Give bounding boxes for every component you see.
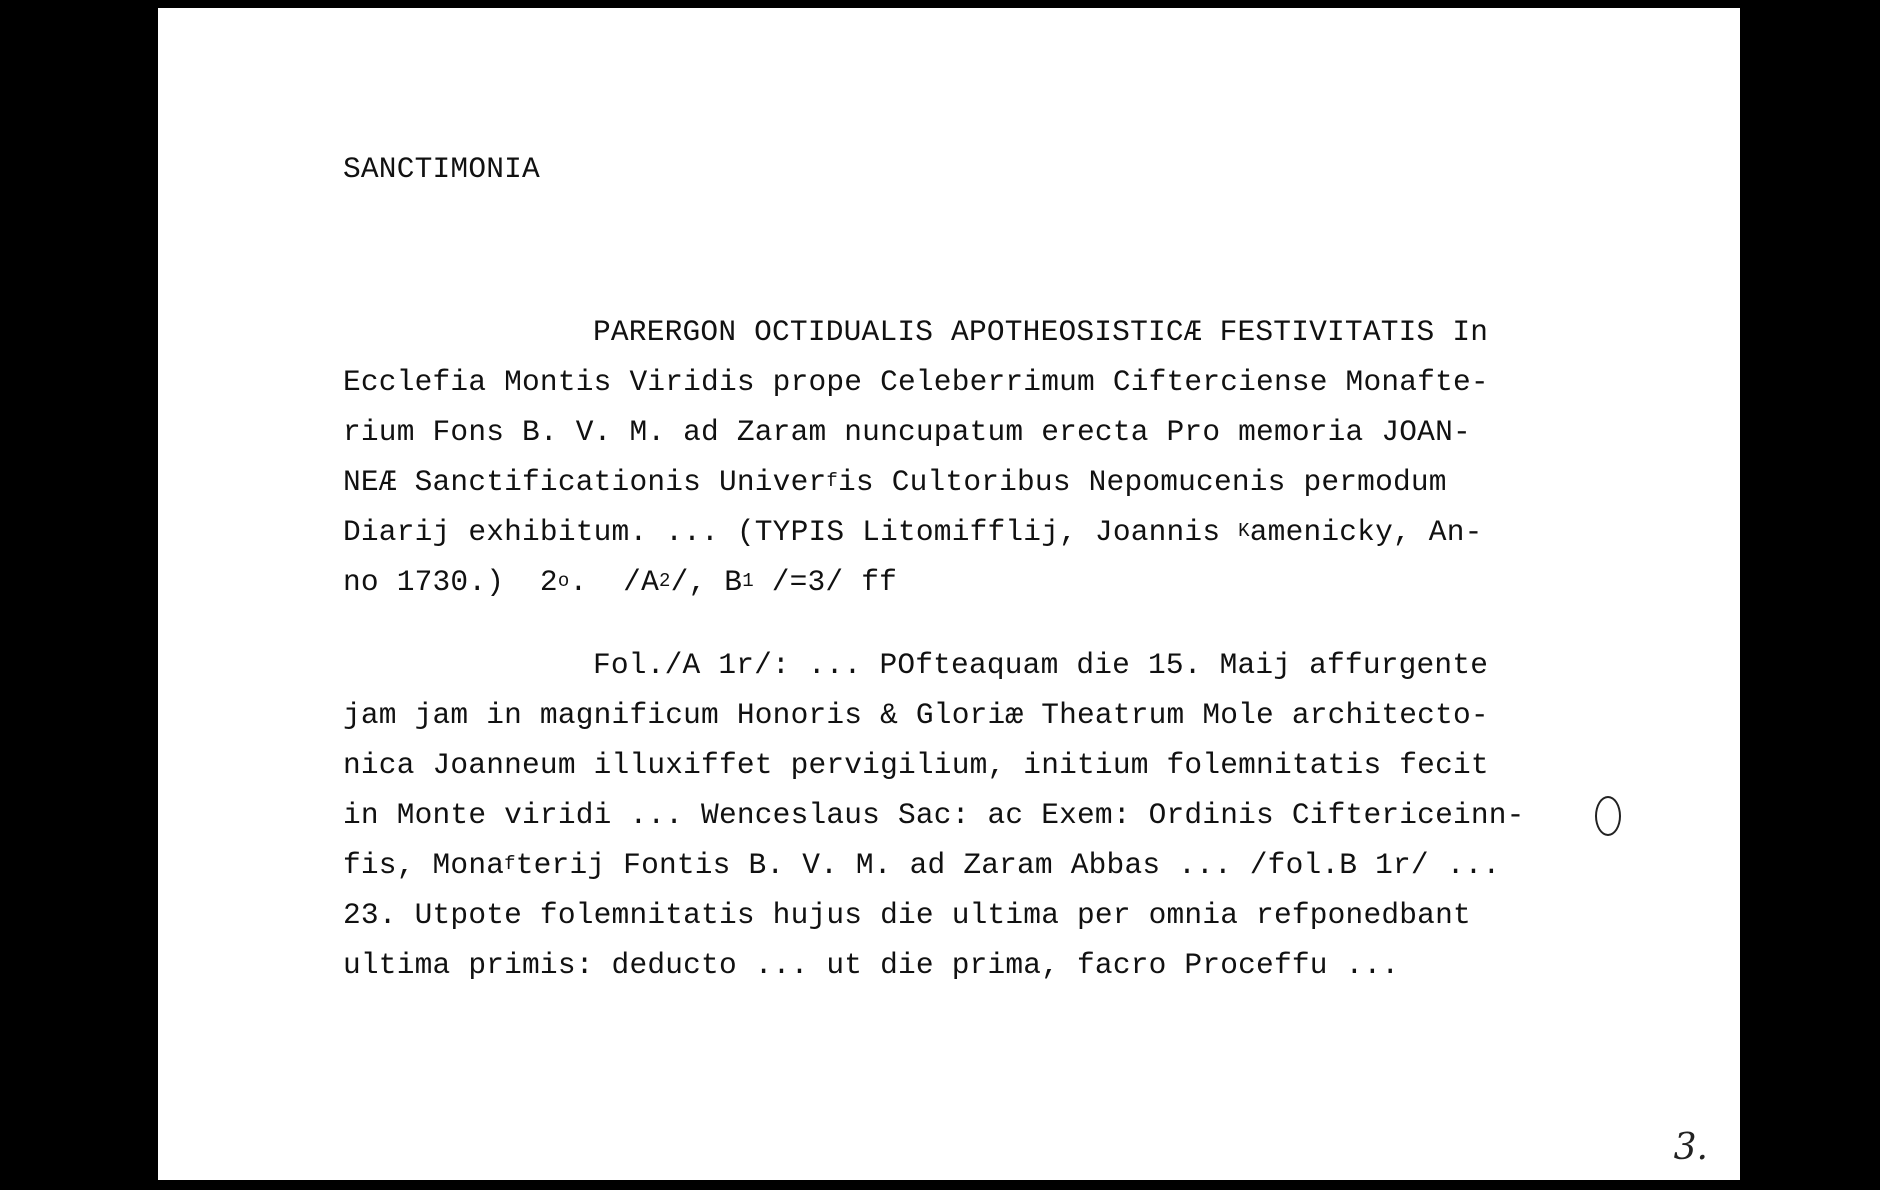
- paragraph2-line5-text-a: fis, Mona: [343, 848, 505, 882]
- paragraph1-line6-superscript-1: o: [557, 570, 570, 592]
- paragraph2-line5: [343, 848, 1500, 882]
- paragraph1-line3: rium Fons B. V. M. ad Zaram nuncupatum erecta Pro memoria JOAN-: [343, 415, 1471, 449]
- paragraph1-line4-text-a: NEÆ Sanctificationis Univer: [343, 465, 827, 499]
- handwritten-circle-mark: [1595, 796, 1621, 836]
- paragraph1-line4: [343, 465, 1447, 499]
- paragraph2-line2: jam jam in magnificum Honoris & Gloriæ Theatrum Mole architecto-: [343, 698, 1489, 732]
- paragraph2-line5-text-b: terij Fontis B. V. M. ad Zaram Abbas ... /fol.B 1r/ ...: [515, 848, 1501, 882]
- paragraph1-line2: Ecclefia Montis Viridis prope Celeberrimum Cifterciense Monafte-: [343, 365, 1489, 399]
- paragraph1-line6-superscript-2: 2: [658, 570, 671, 592]
- paragraph1-line5-text-b: amenicky, An-: [1249, 515, 1483, 549]
- card-heading: SANCTIMONIA: [343, 152, 540, 186]
- paragraph1-line5-text-a: Diarij exhibitum. ... (TYPIS Litomifflij, Joannis: [343, 515, 1239, 549]
- paragraph1-line5-superscript: K: [1238, 520, 1250, 542]
- paragraph1-line5: [343, 515, 1483, 549]
- paragraph1-line6-text-c: /, B: [670, 565, 743, 599]
- paragraph2-line6: 23. Utpote folemnitatis hujus die ultima per omnia refponedbant: [343, 898, 1471, 932]
- paragraph1-line6-text-a: no 1730.) 2: [343, 565, 558, 599]
- paragraph1-line4-superscript: f: [826, 470, 838, 492]
- paragraph1-line6-text-b: . /A: [569, 565, 659, 599]
- paragraph1-line4-text-b: is Cultoribus Nepomucenis permodum: [838, 465, 1447, 499]
- paragraph1-line1: PARERGON OCTIDUALIS APOTHEOSISTICÆ FESTIVITATIS In: [593, 315, 1489, 349]
- paragraph2-line1: Fol./A 1r/: ... POfteaquam die 15. Maij affurgente: [593, 648, 1489, 682]
- paragraph1-line6: [343, 565, 897, 599]
- catalog-card: [158, 8, 1740, 1180]
- paragraph2-line3: nica Joanneum illuxiffet pervigilium, initium folemnitatis fecit: [343, 748, 1489, 782]
- paragraph2-line5-superscript: f: [504, 853, 516, 875]
- paragraph1-line6-text-d: /=3/ ff: [753, 565, 898, 599]
- paragraph1-line6-superscript-3: 1: [742, 570, 754, 592]
- folio-number: 3.: [1673, 1127, 1708, 1168]
- paragraph2-line4: in Monte viridi ... Wenceslaus Sac: ac Exem: Ordinis Ciftericeinn-: [343, 798, 1525, 832]
- paragraph2-line7: ultima primis: deducto ... ut die prima, facro Proceffu ...: [343, 948, 1400, 982]
